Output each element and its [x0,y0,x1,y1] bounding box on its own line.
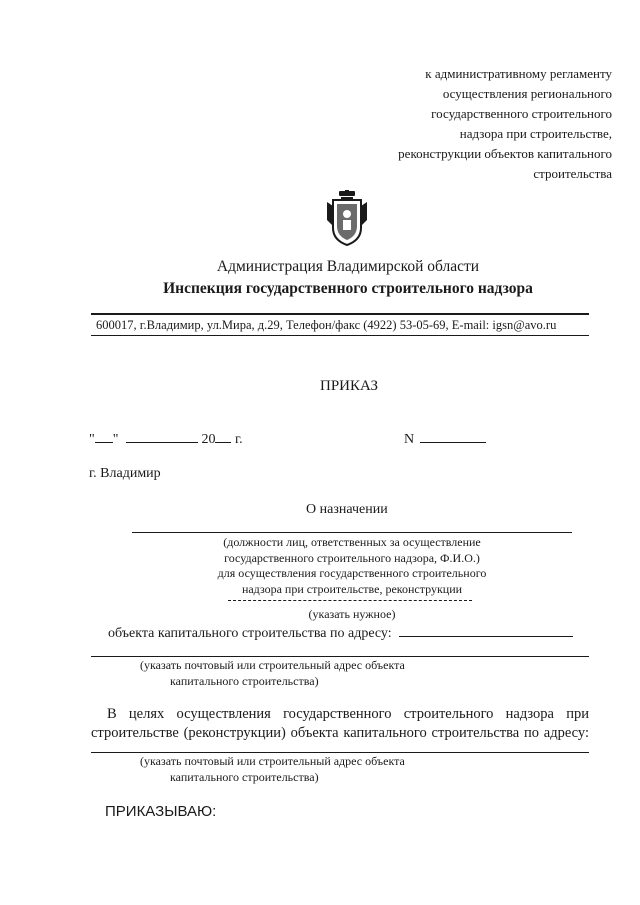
needed-hint: (указать нужное) [308,607,396,621]
number-blank[interactable] [420,430,486,443]
hint-line: капитального строительства) [170,769,319,784]
hint-line: (должности лиц, ответственных за осуществление [223,535,481,549]
coat-of-arms-icon [325,190,369,246]
paragraph-line: строительстве (реконструкции) объекта капитального строительства по адресу: [91,725,589,741]
order-number-field[interactable] [404,430,486,448]
address-blank-line-2[interactable] [91,752,589,753]
hint-line: надзора при строительстве, реконструкции [241,581,463,596]
header-divider [91,313,589,315]
subject: О назначении [306,502,388,517]
organization-name: Администрация Владимирской области [216,258,480,275]
contact-address: 600017, г.Владимир, ул.Мира, д.29, Телефон/факс (4922) 53-05-69, E-mail: igsn@avo.ru [96,318,557,332]
officials-blank-line[interactable] [132,532,572,533]
address-blank-line-1[interactable] [91,656,589,657]
city: г. Владимир [89,466,161,481]
regulation-line: государственного строительного [431,106,612,121]
hint-line: (указать почтовый или строительный адрес объекта [140,754,405,768]
year-suffix: г. [234,432,243,447]
month-blank[interactable] [126,430,198,443]
regulation-reference [312,64,612,184]
document-title: ПРИКАЗ [320,378,378,394]
regulation-line: реконструкции объектов капитального [398,146,612,161]
hint-line: государственного строительного надзора, Ф.И.О.) [224,550,480,565]
order-word: ПРИКАЗЫВАЮ: [105,803,217,820]
year-blank[interactable] [215,430,231,443]
number-label: N [404,432,415,447]
hint-line: для осуществления государственного строительного [217,566,487,580]
officials-hint [132,535,572,597]
dashed-separator [228,600,472,601]
regulation-line: надзора при строительстве, [459,126,612,141]
year-prefix: 20 [201,432,216,447]
regulation-line: осуществления регионального [442,86,612,101]
address-hint-1 [140,658,405,689]
hint-line: капитального строительства) [170,673,319,688]
paragraph-line: В целях осуществления государственного строительного надзора при [107,706,589,722]
regulation-line: к административному регламенту [425,66,612,81]
purpose-paragraph [91,705,589,743]
date-field[interactable] [89,430,243,448]
address-hint-2 [140,754,405,785]
date-open-quote: " [89,432,95,447]
object-address-row[interactable] [108,624,573,642]
object-address-blank[interactable] [399,624,573,637]
regulation-line: строительства [533,166,612,181]
hint-line: (указать почтовый или строительный адрес объекта [140,658,405,672]
object-address-label: объекта капитального строительства по адресу: [108,626,392,641]
inspection-name: Инспекция государственного строительного надзора [163,280,533,297]
date-close-quote: " [112,432,119,447]
address-underline [91,335,589,336]
day-blank[interactable] [95,430,113,443]
